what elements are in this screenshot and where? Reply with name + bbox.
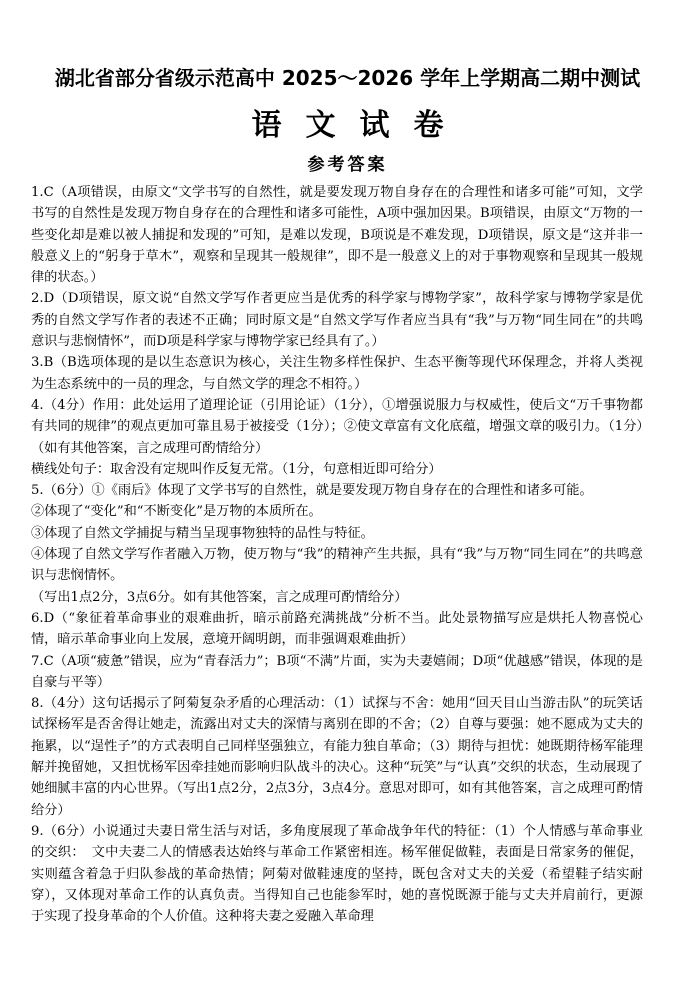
subject-title: 语文试卷	[251, 108, 468, 143]
answer-4-blank: 横线处句子：取舍没有定规叫作反复无常。（1分，句意相近即可给分）	[31, 461, 442, 477]
answer-8: 8.（4分）这句话揭示了阿菊复杂矛盾的心理活动：（1）试探与不舍：她用“回天目山当游击队”的玩笑话试探杨军是否舍得让她走，流露出对丈夫的深情与离别在即的不舍；（2）自尊与要强：她不愿成为丈夫的拖累，以“逞性子”的方式表明自己同样坚强独立，有能力独自革命；（3）期待与担忧：她既期待杨军能理解并挽留她，又担忧杨军因牵挂她而影响归队战斗的决心。这种“玩笑”与“认真”交织的状态，生动展现了她细腻丰富的内心世界。（写出1点2分，2点3分，3点4分。意思对即可，如有其他答案，言之成理可酌情给分）	[31, 696, 643, 818]
answer-5-point-1: 5.（6分）①《雨后》体现了文学书写的自然性，就是要发现万物自身存在的合理性和诸多可能。	[31, 483, 593, 499]
answer-5-scoring: （写出1点2分，3点6分。如有其他答案，言之成理可酌情给分）	[31, 589, 408, 605]
answer-5-point-3: ③体现了自然文学捕捉与精当呈现事物独特的品性与特征。	[31, 525, 374, 541]
exam-title: 湖北省部分省级示范高中 2025～2026 学年上学期高二期中测试	[54, 66, 641, 90]
answer-content	[31, 182, 643, 927]
answer-2: 2.D（D项错误，原文说“自然文学写作者更应当是优秀的科学家与博物学家”，故科学家与博物学家是优秀的自然文学写作者的表述不正确；同时原文是“自然文学写作者应当具有“我”与万物“同生同在”的共鸣意识与悲悯情怀”，而D项是科学家与博物学家已经具有了。）	[31, 291, 643, 350]
answer-5-point-2: ②体现了“变化”和“不断变化”是万物的本质所在。	[31, 504, 322, 520]
answer-5-point-4: ④体现了自然文学写作者融入万物，使万物与“我”的精神产生共振，具有“我”与万物“同生同在”的共鸣意识与悲悯情怀。	[31, 547, 643, 584]
answer-4: 4.（4分）作用：此处运用了道理论证（引用论证）（1分），①增强说服力与权威性，使后文“万千事物都有共同的规律”的观点更加可靠且易于被接受（1分）；②使文章富有文化底蕴，增强文章的吸引力。（1分）（如有其他答案，言之成理可酌情给分）	[31, 397, 643, 456]
answer-key-title: 参考答案	[307, 155, 388, 175]
answer-6: 6.D（“象征着革命事业的艰难曲折，暗示前路充满挑战”分析不当。此处景物描写应是烘托人物喜悦心情，暗示革命事业向上发展，意境开阔明朗，而非强调艰难曲折）	[31, 610, 643, 648]
answer-1: 1.C（A项错误，由原文“文学书写的自然性，就是要发现万物自身存在的合理性和诸多可能”可知，文学书写的自然性是发现万物自身存在的合理性和诸多可能性，A项中强加因果。B项错误，由原文“万物的一些变化却是难以被人捕捉和发现的”可知，是难以发现，B项说是不难发现，D项错误，原文是“这并非一般意义上的“躬身于草木”，观察和呈现其一般规律”，即不是一般意义上的对于事物观察和呈现其一般规律的状态。）	[31, 185, 643, 286]
answer-7: 7.C（A项“疲惫”错误，应为“青春活力”；B项“不满”片面，实为夫妻嬉闹；D项“优越感”错误，体现的是自豪与平等）	[31, 653, 643, 690]
answer-9: 9.（6分）小说通过夫妻日常生活与对话，多角度展现了革命战争年代的特征：（1）个人情感与革命事业的交织： 文中夫妻二人的情感表达始终与革命工作紧密相连。杨军催促做鞋，表面是日常家务的催促，实则蕴含着急于归队参战的革命热情；阿菊对做鞋速度的坚持，既包含对丈夫的关爱（希望鞋子结实耐穿），又体现对革命工作的认真负责。当得知自己也能参军时，她的喜悦既源于能与丈夫并肩前行，更源于实现了投身革命的个人价值。这种将夫妻之爱融入革命理	[31, 823, 643, 925]
answer-3: 3.B（B选项体现的是以生态意识为核心，关注生物多样性保护、生态平衡等现代环保理念，并将人类视为生态系统中的一员的理念，与自然文学的理念不相符。）	[31, 355, 643, 392]
